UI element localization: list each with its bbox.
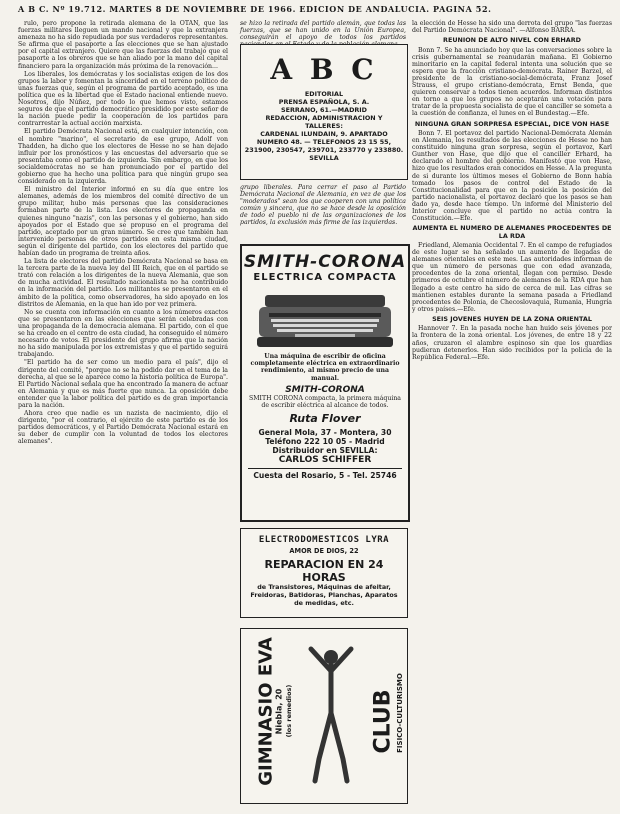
gimnasio-advertisement: [240, 628, 408, 804]
left-column: [18, 20, 228, 812]
elec-address: AMOR DE DIOS, 22: [289, 547, 359, 555]
smith-corona-advertisement: [240, 244, 410, 522]
middle-mid-text: grupo liberales. Para cerrar el paso al Partido Demócrata Nacional de Alemania, en vez de que los "moderados" sean los que cooperen con una política común y sincera, que no se hace desde la oposición de todo el pueblo ni de las organizaciones de los partidos, la exclusión más firme de las izquierdas.: [240, 184, 406, 227]
smith-corona-brand: SMITH-CORONA: [243, 252, 407, 272]
abc-logo: A B C: [270, 53, 378, 86]
section-headline: AUMENTA EL NUMERO DE ALEMANES PROCEDENTES DE LA RDA: [412, 224, 612, 240]
smith-address-line: Distribuidor en SEVILLA:: [272, 446, 378, 456]
club-name-vertical: CLUB: [370, 689, 396, 754]
article-paragraph: Friedland, Alemania Occidental 7. En el campo de refugiados de este lugar se ha señalado un aumento de llegadas de alemanes orientales en este mes. Las autoridades informan de que un número de personas que con edad avanzada, procedentes de la zona oriental, llegan con permiso. Desde primeros de octubre el número de alemanes de la RDA que han llegado a este centro ha sido de cerca de mil. Las cifras se mantienen estables durante la semana pasada a Friedland procedentes de Polonia, de Checoslovaquia, Rumania, Hungría y otros países.—Efe.: [412, 241, 612, 313]
abc-ad-line: CARDENAL ILUNDAIN, 9. APARTADO: [260, 130, 388, 138]
article-paragraph: Hannover 7. En la pasada noche han huido seis jóvenes por la frontera de la zona oriental. Los jóvenes, de entre 18 y 22 años, cruzaron el alambre espinoso sin que los guardias pudieran detenerlos. Han sido recibidos por la policía de la República Federal.—Efe.: [412, 325, 612, 361]
article-paragraph: rulo, pero propone la retirada alemana de la OTAN, que las fuerzas militares lleguen un mando nacional y que la extranjera amenaza no ha sido repudiada por sus verdaderos representantes. Se afirma que el pasaporte a las elecciones que se han ajustado por el capital extranjero. Quiere que las fuerzas del trabajo que el pasaporte a los obreros que se han aliado por la mano del capital financiero para la organización más próxima de la renovación...: [18, 20, 228, 70]
page-header: A B C. Nº 19.712. MARTES 8 DE NOVIEMBRE DE 1966. EDICION DE ANDALUCIA. PAGINA 52.: [18, 4, 492, 14]
article-paragraph: El ministro del Interior informó en su día que entre los alemanes, además de los miembros del comité directivo de un grupo militar, hubo más personas que las consideraciones formaban parte de la lista. Los electores de propaganda en quienes ninguno "nazis", con las personas y el gobierno, han sido apoyados por el Estado que se propuso en el programa del partido, aceptado por un gran número. Se cree que también han intervenido personas de otros partidos en esta misma ciudad, según el dirigente del partido, con los electores del partido que habían dado un programa de treinta años.: [18, 186, 228, 257]
elec-description: de Transistores, Máquinas de afeitar, Freidoras, Batidoras, Planchas, Aparatos de medidas, etc.: [250, 583, 398, 607]
sub-brand: Ruta Flover: [289, 412, 361, 426]
abc-ad-line: 231900, 230547, 239701, 233770 y 233880.: [244, 146, 404, 154]
abc-advertisement: [240, 44, 408, 180]
electrodomesticos-advertisement: [240, 528, 408, 618]
article-paragraph: la elección de Hesse ha sido una derrota del grupo "las fuerzas del Partido Demócrata Nacional". —Alfonso BARRA.: [412, 20, 612, 35]
article-paragraph: No se cuenta con información en cuanto a los números exactos que se presentaron en las elecciones que serán celebradas con una propaganda de la democracia alemana. El partido, con el que se ha creado en el centro de esta ciudad, ha conseguido el número necesario de votos. El presidente del grupo afirma que la nación no ha sido manipulada por los extremistas y que el partido seguirá trabajando.: [18, 308, 228, 359]
smith-corona-subtitle: ELECTRICA COMPACTA: [253, 272, 397, 283]
right-column: [412, 20, 612, 812]
article-paragraph: Ahora creo que nadie es un nazista de nacimiento, dijo el dirigente, "por el contrario, el ejército de este partido es de los partidos democráticos, y el Partido Demócrata Nacional estará en su deber de cumplir con la voluntad de todos los electores alemanes".: [18, 410, 228, 446]
gym-area-vertical: (los remedios): [285, 684, 293, 738]
abc-ad-line: NUMERO 48. — TELEFONOS 23 15 55,: [256, 138, 392, 146]
club-subtitle-vertical: FISICO-CULTURISMO: [396, 673, 404, 753]
abc-ad-line: EDITORIAL: [304, 90, 344, 98]
elec-title: ELECTRODOMESTICOS LYRA: [258, 535, 390, 545]
section-headline: SEIS JOVENES HUYEN DE LA ZONA ORIENTAL: [432, 314, 592, 323]
gym-address-vertical: Niebla, 20: [274, 688, 284, 735]
smith-corona-body: Una máquina de escribir de oficina completamente eléctrica en extraordinario rendimiento, al mismo precio de una manual.: [250, 353, 400, 382]
middle-top-text: se hizo la retirada del partido alemán, que todas las fuerzas, que se han unido en la Unión Europea, conseguirán el apoyo de todos los partidos: [240, 20, 406, 42]
athlete-figure-illustration: [301, 641, 361, 791]
article-paragraph: "El partido ha de ser como un medio para el país", dijo el dirigente del comité, "porque no se ha podido dar en el tema de la derecha, al que se le aparece como la historia política de Europa". El Partido Nacional señala que ha encontrado la manera de actuar en Alemania y que es más fuerte que nunca. La oposición debe entender que la labor política del partido es de gran importancia para la nación.: [18, 359, 228, 409]
typewriter-illustration: [255, 287, 395, 351]
gym-name-vertical: GIMNASIO EVA: [255, 637, 277, 786]
smith-address-line: Teléfono 222 10 05 - Madrid: [265, 437, 385, 447]
smith-address-line: Cuesta del Rosario, 5 - Tel. 25746: [248, 468, 402, 480]
smith-corona-body-2: SMITH CORONA compacta, la primera máquina de escribir eléctrica al alcance de todos.: [248, 394, 401, 410]
section-headline: NINGUNA GRAN SORPRESA ESPECIAL, DICE VON HASE: [414, 119, 610, 128]
article-paragraph: Bonn 7. El portavoz del partido Nacional-Demócrata Alemán en Alemania, los resultados de las elecciones de Hesse no han constituido ninguna gran sorpresa, según el portavoz, Karl Gunther von Hase, que dijo que el canciller Erhard, ha declarado el hombre del gobierno. Manifestó que von Hase, hizo que los resultados eran conocidos en Hesse. A la pregunta de si durante los últimos meses el Gobierno de Bonn había tomado los pasos de control del Estado de la Constitucionalidad para que en la posición la posición del partido nacionalista, el portavoz declaró que los pasos se han dado ya, desde hace tiempo. Un informe del Ministerio del Interior concluye que el partido no actúa contra la Constitución.—Efe.: [412, 129, 612, 223]
section-headline: REUNION DE ALTO NIVEL CON ERHARD: [443, 36, 581, 45]
abc-ad-line: TALLERES:: [305, 122, 343, 130]
article-paragraph: Bonn 7. Se ha anunciado hoy que las conversaciones sobre la crisis gubernamental se reanudarán mañana. El Gobierno minoritario en la capital federal intenta una solución que se espera que la fracción cristiano-demócrata. Rainer Barzel, el presidente de la cristiano-social-demócrata, Franz Josef Strauss, el grupo cristiano-demócrata, Ernst Benda, que quieren conservar a todos tienen acuerdos. Informan distintos en torno a que los grupos no aceptarán una votación para tratar de la propuesta socialista de que el canciller se someta a la cuestión de confianza, el lunes en el Bundestag.—Efe.: [412, 46, 612, 118]
article-paragraph: Los liberales, los demócratas y los socialistas exigen de los dos grupos la labor y fomentan la sinceridad en el terreno político de unas fuerzas que, según el programa de partido aceptado, es una política que es la libertad que el Estado nacional entiende nuevo. Nosotros, dijo Núñez, por todo lo que hemos visto, estamos seguros de que el partido democrático presidido por este señor de la nación puede pedir la cooperación de los partidos para contrarrestar la actual acción marxista.: [18, 70, 228, 128]
abc-ad-line: REDACCION, ADMINISTRACION Y: [265, 114, 383, 122]
smith-address-line: General Mola, 37 - Montera, 30: [258, 428, 392, 438]
article-paragraph: La lista de electores del partido Demócrata Nacional se basa en la tercera parte de la nueva ley del III Reich, que en el partido se trató con relación a los dirigentes de la nueva Alemania, que son de mucha actividad. El resultado nacionalista no ha contribuido en la información del partido. Los militantes se presentaron en el ámbito de la política, como observadores, ha sido apoyado en los distritos de Alemania, en la que han ido por vez primera.: [18, 258, 228, 308]
article-paragraph: El partido Demócrata Nacional está, en cualquier intención, con el nombre "marino", el secretario de ese grupo, Adolf von Thadden, ha dicho que los electores de Hesse no se han dejado influir por los pronósticos y las encuestas del adversario que se presentaba como el partido de izquierda. Sin embargo, en que los socialdemócratas no se han pronunciado por el partido del gobierno que ha hecho una política para que ningún grupo sea considerado en la izquierda.: [18, 128, 228, 186]
smith-distributor-name: CARLOS SCHIFFER: [278, 455, 372, 466]
abc-ad-line: SEVILLA: [309, 154, 339, 162]
elec-repair-headline: REPARACION EN 24 HORAS: [264, 558, 384, 584]
smith-corona-brand-repeat: SMITH-CORONA: [285, 384, 365, 395]
abc-ad-line: PRENSA ESPAÑOLA, S. A.: [278, 98, 370, 106]
abc-ad-line: SERRANO, 61.—MADRID: [281, 106, 367, 114]
